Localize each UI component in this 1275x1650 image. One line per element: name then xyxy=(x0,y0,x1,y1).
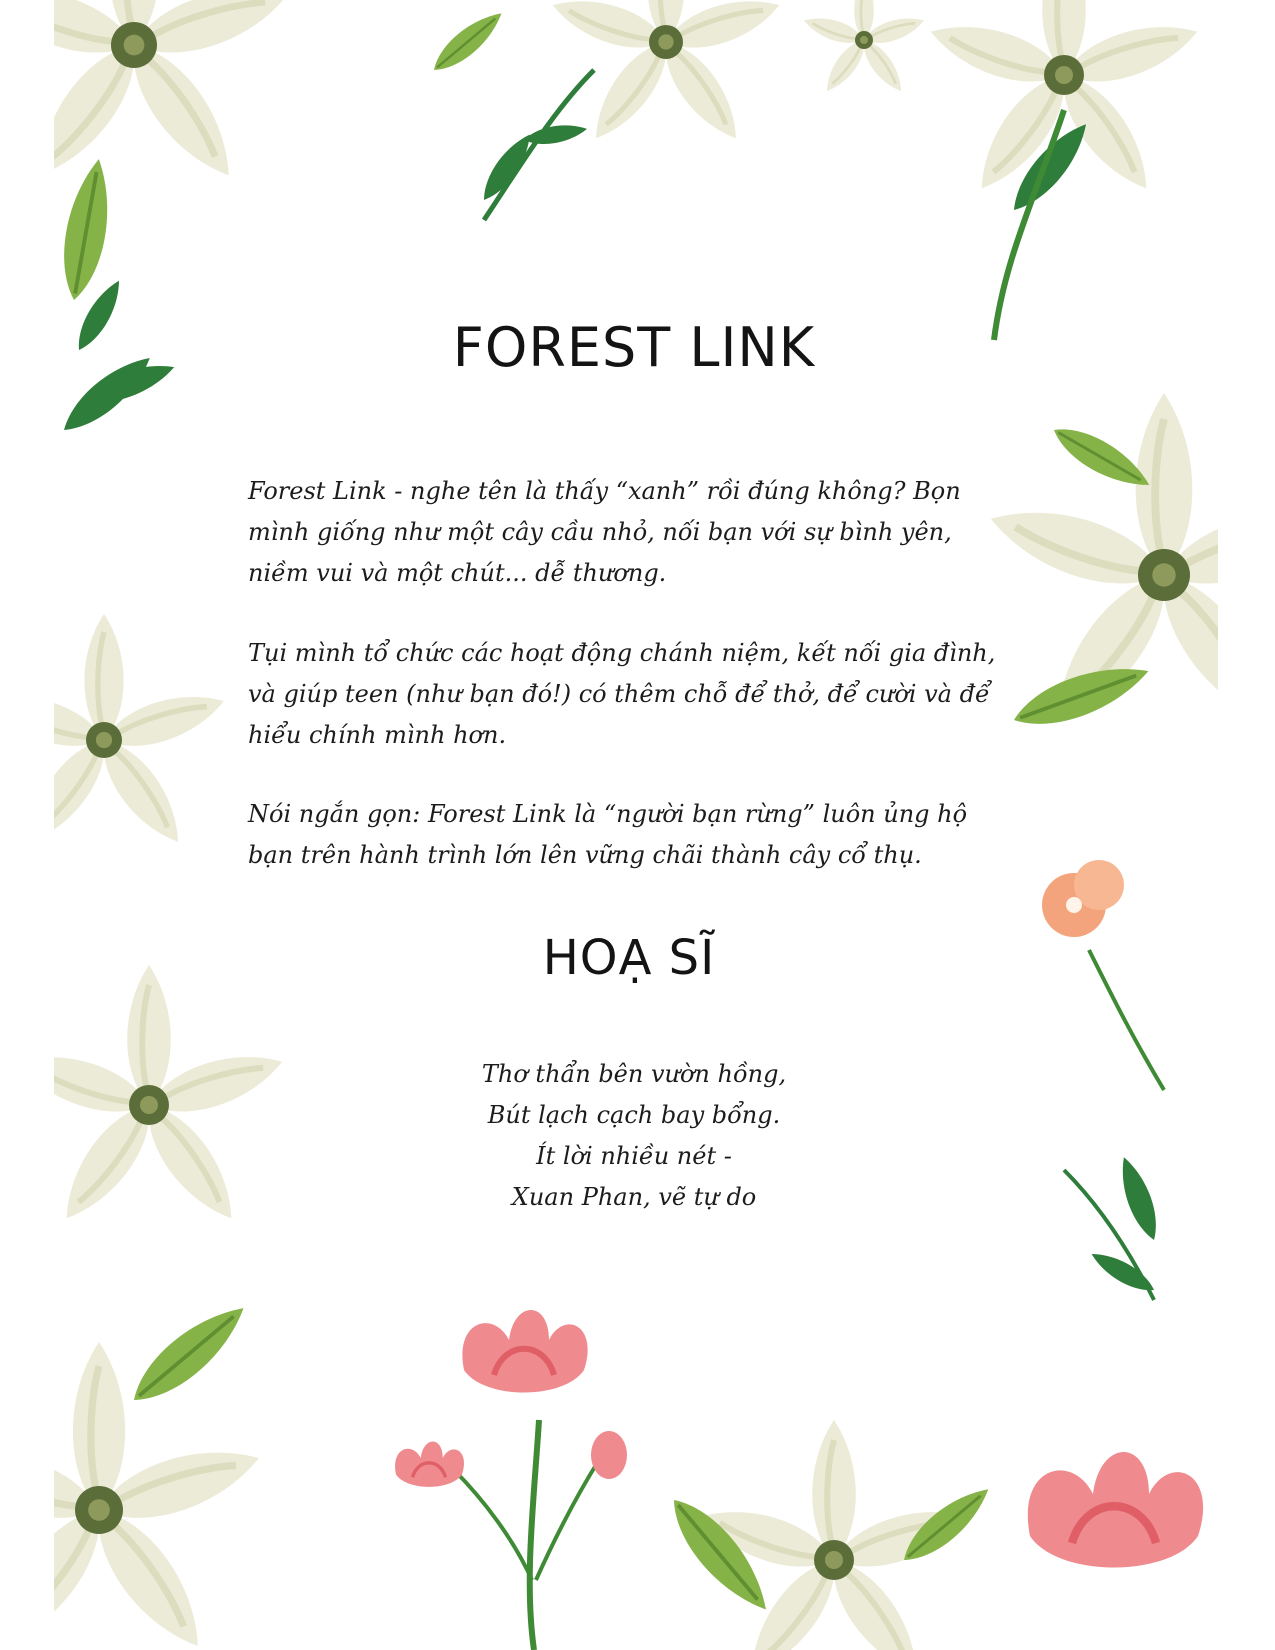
poem-line: Thơ thẩn bên vườn hồng, xyxy=(481,1060,787,1088)
forest-link-heading: FOREST LINK xyxy=(452,316,816,379)
green-leaf-icon xyxy=(121,1293,256,1415)
green-leaf-icon xyxy=(55,156,179,441)
green-leaf-icon xyxy=(1064,1153,1165,1300)
activities-paragraph: Tụi mình tổ chức các hoạt động chánh niệm, kết nối gia đình, và giúp teen (như bạn đó!) có thêm chỗ để thở, để cười và để hiểu chính mình hơn. xyxy=(248,639,996,749)
artist-heading: HOẠ SĨ xyxy=(542,930,716,986)
green-leaf-icon xyxy=(426,4,594,220)
poem-line: Xuan Phan, vẽ tự do xyxy=(511,1183,757,1211)
poem-line: Bút lạch cạch bay bổng. xyxy=(487,1101,781,1129)
pink-flower-icon xyxy=(395,1310,627,1650)
summary-paragraph: Nói ngắn gọn: Forest Link là “người bạn rừng” luôn ủng hộ bạn trên hành trình lớn lên vững chãi thành cây cổ thụ. xyxy=(248,800,968,869)
white-flower-icon xyxy=(54,965,289,1650)
artist-poem xyxy=(434,1054,834,1218)
document-page xyxy=(54,0,1218,1650)
white-flower-icon xyxy=(54,614,230,853)
intro-paragraph: Forest Link - nghe tên là thấy “xanh” rồi đúng không? Bọn mình giống như một cây cầu nhỏ, nối bạn với sự bình yên, niềm vui và một chút... dễ thương. xyxy=(248,477,961,587)
pink-flower-icon xyxy=(1028,1452,1203,1568)
white-flower-icon xyxy=(547,0,927,149)
orange-flower-icon xyxy=(1042,860,1164,1090)
white-flower-icon xyxy=(54,0,295,190)
poem-line: Ít lời nhiều nét - xyxy=(536,1142,732,1170)
